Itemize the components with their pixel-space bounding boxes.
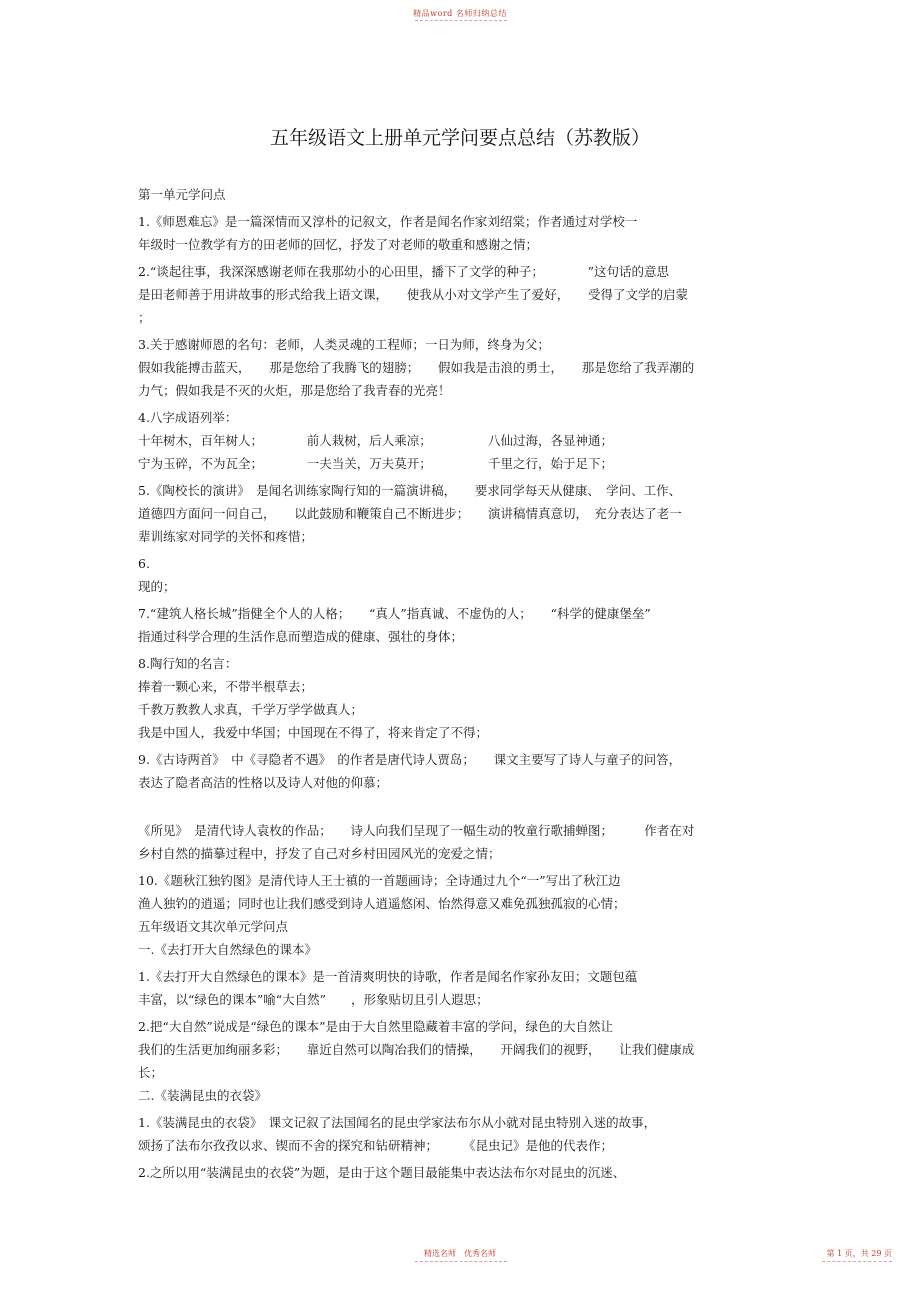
page-header: 精品word 名师归纳总结 [413, 9, 507, 18]
paragraph-line: 是田老师善于用讲故事的形式给我上语文课， 使我从小对文学产生了爱好， 受得了文学的启蒙 [138, 287, 689, 302]
paragraph-line: 宁为玉碎，不为瓦全； 一夫当关，万夫莫开； 千里之行，始于足下； [138, 456, 614, 471]
paragraph-line: 捧着一颗心来，不带半根草去； [138, 679, 314, 694]
paragraph-line: 8.陶行知的名言： [138, 656, 238, 671]
section-heading: 五年级语文其次单元学问点 [138, 919, 289, 934]
paragraph-line: 假如我能搏击蓝天， 那是您给了我腾飞的翅膀； 假如我是击浪的勇士， 那是您给了我弄潮的 [138, 360, 695, 375]
paragraph-line: 渔人独钓的逍遥；同时也让我们感受到诗人逍遥悠闲、怡然得意又难免孤独孤寂的心情； [138, 896, 626, 911]
subsection-heading: 一.《去打开大自然绿色的课本》 [138, 942, 317, 957]
paragraph-line: 3.关于感谢师恩的名句：老师，人类灵魂的工程师；一日为师，终身为父； [138, 337, 550, 352]
paragraph-line: 长； [138, 1065, 164, 1080]
paragraph-line: 年级时一位教学有方的田老师的回忆，抒发了对老师的敬重和感谢之情； [138, 237, 539, 252]
paragraph-line: 十年树木，百年树人； 前人栽树，后人乘凉； 八仙过海，各显神通； [138, 433, 614, 448]
paragraph-line: 我是中国人，我爱中华国；中国现在不得了，将来肯定了不得； [138, 725, 489, 740]
document-title: 五年级语文上册单元学问要点总结（苏教版） [269, 127, 650, 149]
paragraph-line: 颂扬了法布尔孜孜以求、锲而不舍的探究和钻研精神； 《昆虫记》是他的代表作； [138, 1138, 614, 1153]
page-footer-label: 精选名师 优秀名师 [424, 1249, 496, 1258]
paragraph-line: 我们的生活更加绚丽多彩； 靠近自然可以陶冶我们的情操， 开阔我们的视野， 让我们健康成 [138, 1042, 695, 1057]
paragraph-line: 1.《去打开大自然绿色的课本》是一首清爽明快的诗歌，作者是闻名作家孙友田；文题包蕴 [138, 969, 638, 984]
paragraph-line: 丰富，以“绿色的课本”喻“大自然” ，形象贴切且引人遐思； [138, 992, 489, 1007]
footer-divider [415, 1261, 507, 1262]
paragraph-line: 2.之所以用“装满昆虫的衣袋”为题，是由于这个题目最能集中表达法布尔对昆虫的沉迷、 [138, 1165, 626, 1180]
paragraph-line: 2.“谈起往事，我深深感谢老师在我那幼小的心田里，播下了文学的种子； ”这句话的意思 [138, 264, 669, 279]
paragraph-line: 4.八字成语列举： [138, 410, 238, 425]
paragraph-line: 现的； [138, 579, 176, 594]
paragraph-line: 辈训练家对同学的关怀和疼惜； [138, 529, 314, 544]
paragraph-line: 1.《师恩难忘》是一篇深情而又淳朴的记叙文，作者是闻名作家刘绍棠；作者通过对学校一 [138, 214, 638, 229]
paragraph-line: 千教万教教人求真，千学万学学做真人； [138, 702, 364, 717]
document-body [138, 183, 788, 1184]
paragraph-line: 7.“建筑人格长城”指健全个人的人格； “真人”指真诚、不虚伪的人； “科学的健康堡垒” [138, 606, 651, 621]
paragraph-line: 指通过科学合理的生活作息而塑造成的健康、强壮的身体； [138, 629, 464, 644]
paragraph-line: 10.《题秋江独钓图》是清代诗人王士禛的一首题画诗；全诗通过九个“一”写出了秋江边 [138, 873, 621, 888]
paragraph-line: 乡村自然的描摹过程中，抒发了自己对乡村田园风光的宠爱之情； [138, 846, 501, 861]
section-heading: 第一单元学问点 [138, 187, 226, 202]
paragraph-line: 道德四方面问一问自己， 以此鼓励和鞭策自己不断进步； 演讲稿情真意切， 充分表达了老一 [138, 506, 682, 521]
paragraph-line: 1.《装满昆虫的衣袋》 课文记叙了法国闻名的昆虫学家法布尔从小就对昆虫特别入迷的故事， [138, 1115, 657, 1130]
header-divider [415, 20, 507, 21]
paragraph-line: 2.把“大自然”说成是“绿色的课本”是由于大自然里隐藏着丰富的学问，绿色的大自然让 [138, 1019, 613, 1034]
page-number-divider [822, 1261, 892, 1262]
paragraph-line: ； [138, 310, 151, 325]
paragraph-line: 5.《陶校长的演讲》 是闻名训练家陶行知的一篇演讲稿， 要求同学每天从健康、 学问、工作、 [138, 483, 682, 498]
paragraph-line: 《所见》 是清代诗人袁枚的作品； 诗人向我们呈现了一幅生动的牧童行歌捕蝉图； 作者在对 [138, 823, 695, 838]
subsection-heading: 二.《装满昆虫的衣袋》 [138, 1088, 267, 1103]
paragraph-line: 表达了隐者高洁的性格以及诗人对他的仰慕； [138, 775, 389, 790]
paragraph-line: 9.《古诗两首》 中《寻隐者不遇》 的作者是唐代诗人贾岛； 课文主要写了诗人与童子的问答， [138, 752, 682, 767]
page-number: 第 1 页，共 29 页 [826, 1249, 892, 1258]
paragraph-line: 力气；假如我是不灭的火炬，那是您给了我青春的光亮！ [138, 383, 451, 398]
paragraph-line: 6. [138, 556, 150, 571]
